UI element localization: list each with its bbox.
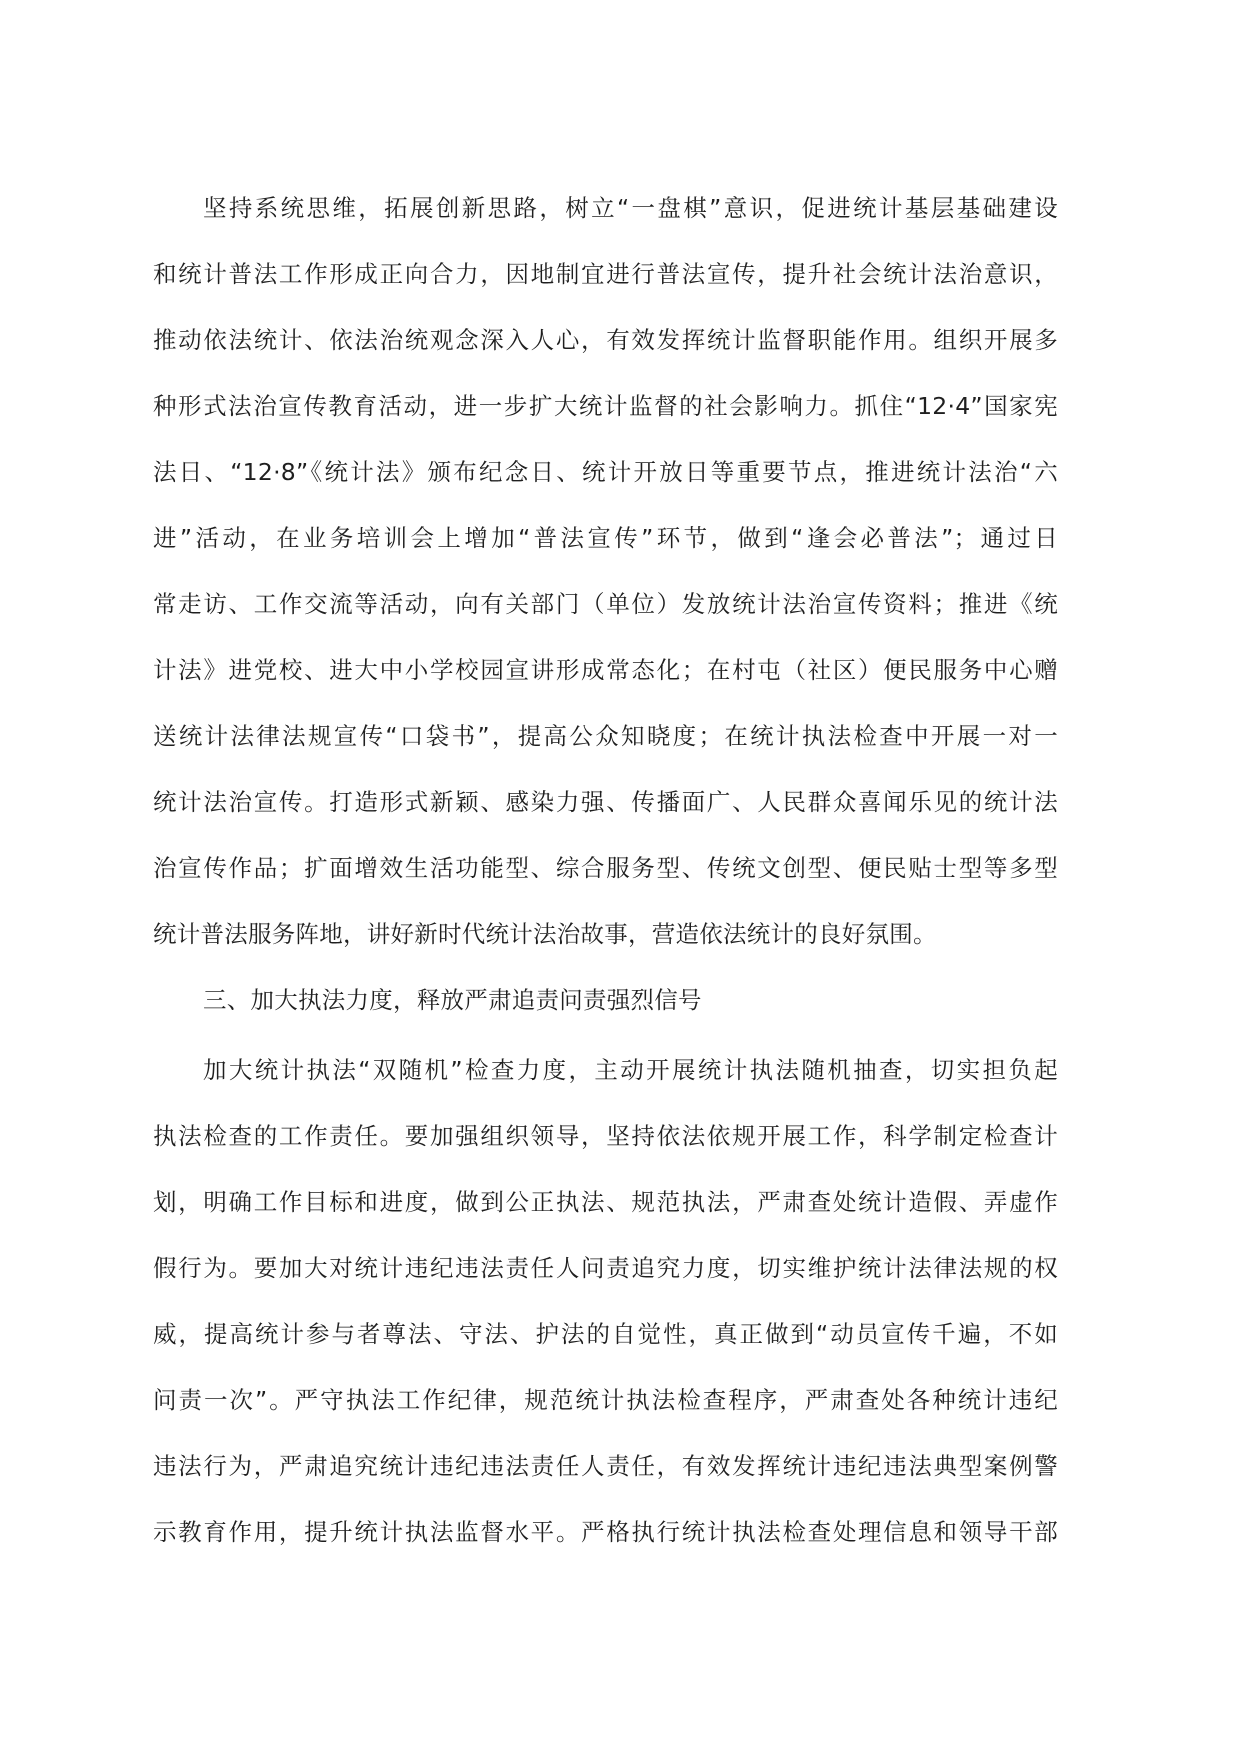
paragraph-line: 法日、“12·8”《统计法》颁布纪念日、统计开放日等重要节点，推进统计法治“六 — [153, 458, 1058, 486]
paragraph-statistics-law-publicity — [153, 190, 1058, 982]
paragraph-line: 进”活动，在业务培训会上增加“普法宣传”环节，做到“逢会必普法”；通过日 — [153, 524, 1058, 552]
paragraph-line: 示教育作用，提升统计执法监督水平。严格执行统计执法检查处理信息和领导干部 — [153, 1518, 1058, 1546]
paragraph-line: 违法行为，严肃追究统计违纪违法责任人责任，有效发挥统计违纪违法典型案例警 — [153, 1452, 1058, 1480]
paragraph-line: 加大统计执法“双随机”检查力度，主动开展统计执法随机抽查，切实担负起 — [203, 1056, 1058, 1084]
document-body — [153, 190, 1058, 1580]
paragraph-line: 统计普法服务阵地，讲好新时代统计法治故事，营造依法统计的良好氛围。 — [153, 920, 937, 948]
paragraph-line: 种形式法治宣传教育活动，进一步扩大统计监督的社会影响力。抓住“12·4”国家宪 — [153, 392, 1058, 420]
paragraph-line: 威，提高统计参与者尊法、守法、护法的自觉性，真正做到“动员宣传千遍，不如 — [153, 1320, 1058, 1348]
paragraph-line: 假行为。要加大对统计违纪违法责任人问责追究力度，切实维护统计法律法规的权 — [153, 1254, 1058, 1282]
paragraph-law-enforcement — [153, 1052, 1058, 1580]
paragraph-line: 划，明确工作目标和进度，做到公正执法、规范执法，严肃查处统计造假、弄虚作 — [153, 1188, 1058, 1216]
paragraph-line: 常走访、工作交流等活动，向有关部门（单位）发放统计法治宣传资料；推进《统 — [153, 590, 1058, 618]
paragraph-line: 治宣传作品；扩面增效生活功能型、综合服务型、传统文创型、便民贴士型等多型 — [153, 854, 1058, 882]
paragraph-line: 执法检查的工作责任。要加强组织领导，坚持依法依规开展工作，科学制定检查计 — [153, 1122, 1058, 1150]
paragraph-line: 送统计法律法规宣传“口袋书”，提高公众知晓度；在统计执法检查中开展一对一 — [153, 722, 1058, 750]
paragraph-line: 计法》进党校、进大中小学校园宣讲形成常态化；在村屯（社区）便民服务中心赠 — [153, 656, 1058, 684]
section-heading: 三、加大执法力度，释放严肃追责问责强烈信号 — [203, 986, 702, 1014]
paragraph-line: 和统计普法工作形成正向合力，因地制宜进行普法宣传，提升社会统计法治意识， — [153, 260, 1058, 288]
paragraph-line: 统计法治宣传。打造形式新颖、感染力强、传播面广、人民群众喜闻乐见的统计法 — [153, 788, 1058, 816]
paragraph-line: 推动依法统计、依法治统观念深入人心，有效发挥统计监督职能作用。组织开展多 — [153, 326, 1058, 354]
paragraph-line: 问责一次”。严守执法工作纪律，规范统计执法检查程序，严肃查处各种统计违纪 — [153, 1386, 1058, 1414]
paragraph-line: 坚持系统思维，拓展创新思路，树立“一盘棋”意识，促进统计基层基础建设 — [203, 194, 1058, 222]
